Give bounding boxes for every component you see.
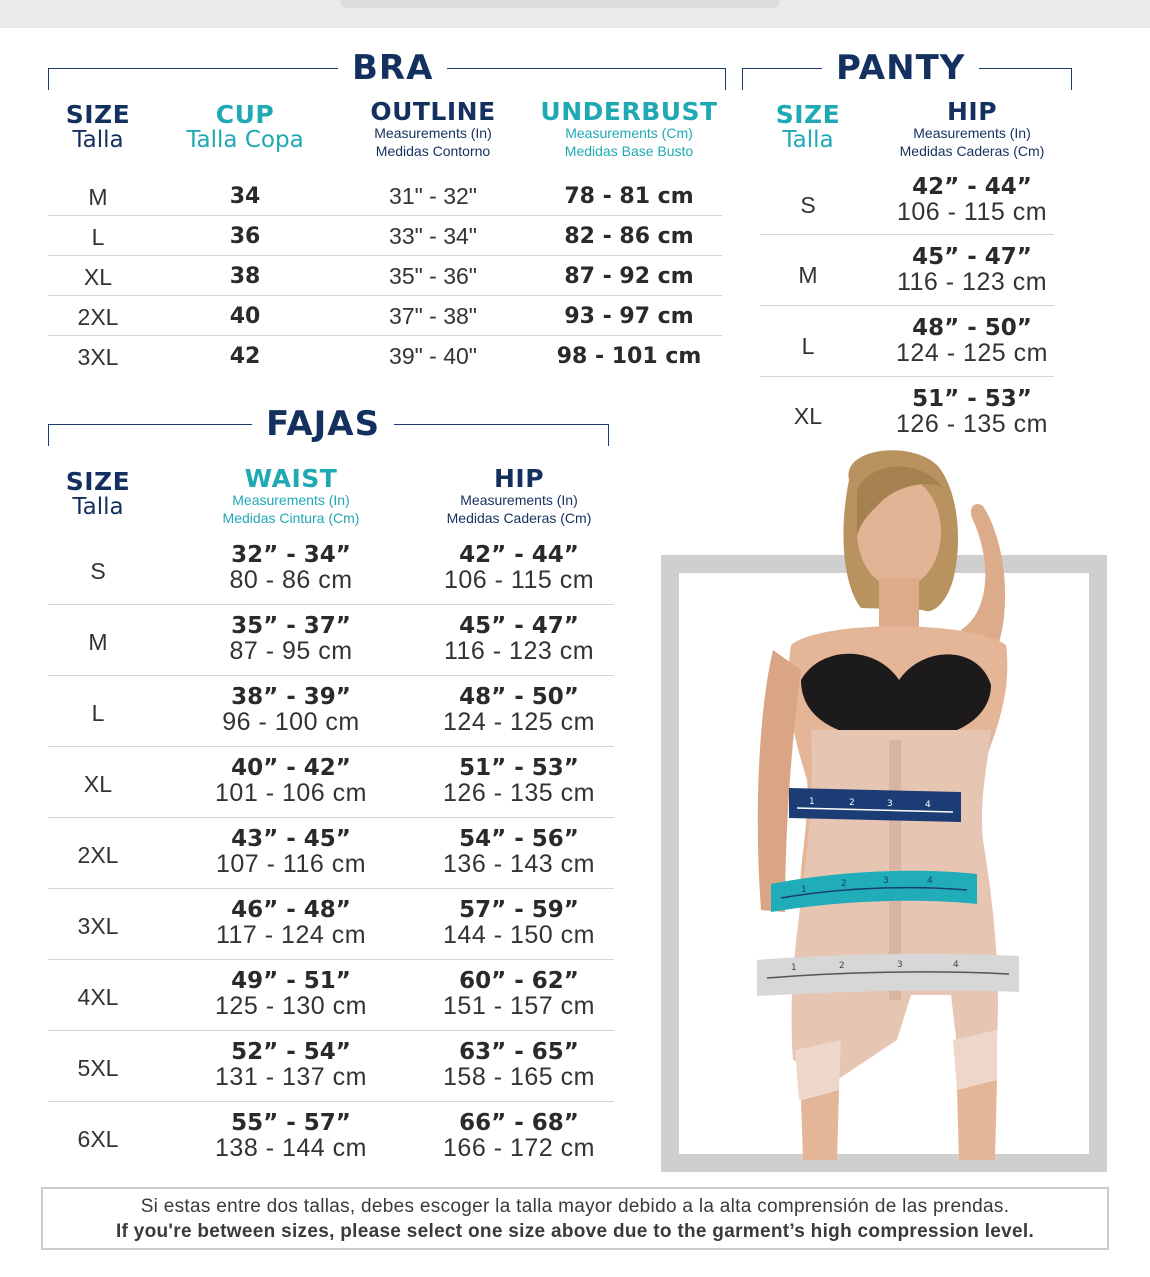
bra-cup: 36 [229,224,261,249]
hip-tape-number-1: 1 [801,885,807,895]
bra-row [48,336,722,376]
right-leg [957,1080,997,1160]
thigh-tape-number-2: 2 [839,961,845,971]
waist-tape-number-2: 2 [849,798,855,808]
fajas-waist-inch: 35” - 37” [231,613,351,639]
panty-hip-inch: 45” - 47” [912,244,1032,270]
panty-row [760,172,1054,235]
fajas-header-hip-sub1: Measurements (In) [460,492,578,508]
bra-outline: 33" - 34" [389,223,477,249]
fajas-row [48,1031,614,1102]
fajas-size: L [91,700,105,726]
waist-tape-number-1: 1 [809,797,815,807]
neck [879,578,919,630]
fajas-header-waist-sub2: Medidas Cintura (Cm) [222,510,360,526]
panty-header-hip-sub2: Medidas Caderas (Cm) [899,143,1045,159]
fajas-size: 5XL [77,1055,119,1081]
fajas-hip-cm: 126 - 135 cm [443,779,595,807]
panty-hip [872,316,1072,366]
panty-hip-cm: 116 - 123 cm [896,268,1048,296]
bra-header-underbust-sub2: Medidas Base Busto [564,143,694,159]
panty-hip-inch: 42” - 44” [912,174,1032,200]
fajas-hip-inch: 42” - 44” [459,542,579,568]
fajas-row [48,605,614,676]
fajas-size: 6XL [77,1126,119,1152]
waist-tape-number-4: 4 [925,800,931,810]
bra-header-size-sub: Talla [72,127,124,153]
panty-header-size-sub: Talla [782,127,834,153]
fajas-waist [186,543,396,593]
bra-section-header [48,48,726,92]
panty-header-hip-label: HIP [946,97,998,126]
bra-outline: 31" - 32" [389,183,477,209]
fajas-hip-cm: 124 - 125 cm [443,708,595,736]
left-leg [801,1090,839,1160]
panty-size: M [798,262,818,288]
bra-header-underbust-label: UNDERBUST [540,97,718,126]
fajas-hip-inch: 66” - 68” [459,1110,579,1136]
fajas-size: 2XL [77,842,119,868]
left-arm [758,650,801,912]
bra-outline: 39" - 40" [389,343,477,369]
fajas-hip-cm: 116 - 123 cm [443,637,595,665]
fajas-header-size [48,469,148,519]
fajas-size: 3XL [77,913,119,939]
sizing-note-english: If you're between sizes, please select one size above due to the garment’s high compression level. [115,1221,1035,1242]
fajas-hip [414,898,624,948]
panty-size: L [801,333,815,359]
fajas-hip-inch: 54” - 56” [459,826,579,852]
thigh-tape-number-4: 4 [953,960,959,970]
fajas-hip-inch: 48” - 50” [459,684,579,710]
bra-row [48,176,722,216]
bra-size: L [91,224,105,250]
fajas-waist [186,756,396,806]
fajas-hip [414,614,624,664]
bra-size: 2XL [77,304,119,330]
bra-header-size [48,102,148,152]
hip-tape-number-3: 3 [883,876,889,886]
bra-header-outline [340,99,526,160]
bra-header-cup [160,102,330,152]
fajas-hip [414,685,624,735]
fajas-hip-cm: 158 - 165 cm [443,1063,595,1091]
panty-hip [872,175,1072,225]
bra-header-cup-label: CUP [215,100,275,129]
panty-hip-cm: 106 - 115 cm [896,198,1048,226]
top-band [0,0,1150,28]
thigh-tape [757,954,1019,996]
panty-hip-cm: 126 - 135 cm [896,410,1048,438]
panty-header-size-label: SIZE [775,100,841,129]
fajas-hip [414,1040,624,1090]
faja-lace-right [953,1030,997,1090]
fajas-header-size-sub: Talla [72,494,124,520]
panty-row [760,377,1054,448]
bra-outline: 35" - 36" [389,263,477,289]
fajas-row [48,960,614,1031]
hip-tape-number-2: 2 [841,879,847,889]
bra-size: M [88,184,108,210]
fajas-hip [414,1111,624,1161]
fajas-hip-cm: 166 - 172 cm [443,1134,595,1162]
panty-size: XL [793,403,823,429]
fajas-header-waist-label: WAIST [244,464,338,493]
fajas-row [48,818,614,889]
bra-cup: 40 [229,304,261,329]
fajas-waist-inch: 52” - 54” [231,1039,351,1065]
bra-underbust: 82 - 86 cm [564,224,694,249]
thigh-tape-number-3: 3 [897,960,903,970]
fajas-size: 4XL [77,984,119,1010]
fajas-hip-inch: 63” - 65” [459,1039,579,1065]
bra-title: BRA [338,50,447,86]
fajas-row [48,534,614,605]
fajas-hip [414,543,624,593]
fajas-hip-inch: 57” - 59” [459,897,579,923]
fajas-hip [414,969,624,1019]
fajas-waist [186,827,396,877]
bra-cup: 34 [229,184,261,209]
fajas-hip-cm: 144 - 150 cm [443,921,595,949]
waist-tape-number-3: 3 [887,799,893,809]
fajas-title: FAJAS [252,406,394,442]
panty-size: S [800,192,816,218]
fajas-waist-cm: 107 - 116 cm [215,850,367,878]
sizing-note-spanish: Si estas entre dos tallas, debes escoger la talla mayor debido a la alta comprensión de las prendas. [140,1196,1010,1217]
fajas-waist-inch: 38” - 39” [231,684,351,710]
fajas-header-hip-label: HIP [493,464,545,493]
panty-header-hip [872,99,1072,160]
panty-header-hip-sub1: Measurements (In) [913,125,1031,141]
bra-size: XL [83,264,113,290]
bra-header-cup-sub: Talla Copa [186,127,304,153]
model-photo [661,440,1111,1160]
bra-header-outline-sub1: Measurements (In) [374,125,492,141]
fajas-size: S [90,558,106,584]
bra-underbust: 98 - 101 cm [556,344,702,369]
fajas-waist-cm: 125 - 130 cm [215,992,367,1020]
fajas-waist [186,898,396,948]
panty-section-header [742,48,1072,92]
fajas-waist-inch: 46” - 48” [231,897,351,923]
panty-hip [872,245,1072,295]
fajas-header-hip-sub2: Medidas Caderas (Cm) [446,510,592,526]
fajas-waist [186,969,396,1019]
fajas-row [48,676,614,747]
bra-header-outline-sub2: Medidas Contorno [375,143,491,159]
fajas-size: XL [83,771,113,797]
bra-underbust: 78 - 81 cm [564,184,694,209]
fajas-header-waist [186,466,396,527]
fajas-waist-cm: 80 - 86 cm [229,566,353,594]
panty-header-size [758,102,858,152]
fajas-waist [186,1111,396,1161]
fajas-hip-inch: 45” - 47” [459,613,579,639]
fajas-section-header [48,404,609,448]
fajas-waist-inch: 55” - 57” [231,1110,351,1136]
fajas-waist-inch: 49” - 51” [231,968,351,994]
fajas-header-size-label: SIZE [65,467,131,496]
bra-header-size-label: SIZE [65,100,131,129]
fajas-waist-cm: 96 - 100 cm [222,708,360,736]
bra-outline: 37" - 38" [389,303,477,329]
faja-lace-left [795,1040,841,1100]
fajas-waist [186,1040,396,1090]
bra-cup: 38 [229,264,261,289]
fajas-waist [186,685,396,735]
fajas-header-hip [414,466,624,527]
bra-header-underbust [534,99,724,160]
fajas-size: M [88,629,108,655]
fajas-hip-cm: 106 - 115 cm [443,566,595,594]
fajas-row [48,1102,614,1173]
thigh-tape-number-1: 1 [791,963,797,973]
panty-hip-inch: 51” - 53” [912,386,1032,412]
bra-size: 3XL [77,344,119,370]
sizing-note [41,1187,1109,1250]
panty-row [760,235,1054,306]
fajas-hip-cm: 136 - 143 cm [443,850,595,878]
fajas-row [48,889,614,960]
fajas-hip-inch: 60” - 62” [459,968,579,994]
bra-cup: 42 [229,344,261,369]
bra-header-underbust-sub1: Measurements (Cm) [565,125,693,141]
hip-tape-number-4: 4 [927,876,933,886]
bra-underbust: 87 - 92 cm [564,264,694,289]
fajas-waist [186,614,396,664]
panty-hip-cm: 124 - 125 cm [896,339,1048,367]
fajas-waist-cm: 101 - 106 cm [215,779,367,807]
fajas-waist-cm: 87 - 95 cm [229,637,353,665]
panty-hip [872,387,1072,437]
fajas-hip-cm: 151 - 157 cm [443,992,595,1020]
bra-underbust: 93 - 97 cm [564,304,694,329]
panty-hip-inch: 48” - 50” [912,315,1032,341]
bra-header-outline-label: OUTLINE [370,97,496,126]
bra-row [48,296,722,336]
fajas-waist-cm: 131 - 137 cm [215,1063,367,1091]
fajas-waist-inch: 43” - 45” [231,826,351,852]
bra-row [48,216,722,256]
waist-tape [789,788,961,822]
fajas-hip [414,827,624,877]
fajas-header-waist-sub1: Measurements (In) [232,492,350,508]
fajas-waist-cm: 138 - 144 cm [215,1134,367,1162]
panty-row [760,306,1054,377]
fajas-waist-cm: 117 - 124 cm [215,921,367,949]
bra-row [48,256,722,296]
fajas-hip [414,756,624,806]
fajas-waist-inch: 32” - 34” [231,542,351,568]
fajas-hip-inch: 51” - 53” [459,755,579,781]
panty-title: PANTY [822,50,979,86]
fajas-row [48,747,614,818]
fajas-waist-inch: 40” - 42” [231,755,351,781]
